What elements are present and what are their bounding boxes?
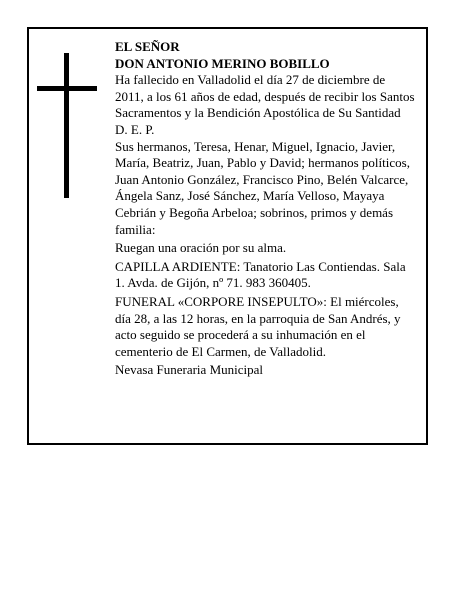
cross-vertical-bar — [64, 53, 69, 198]
prayer-request: Ruegan una oración por su alma. — [115, 240, 287, 256]
title-line-1: EL SEÑOR — [115, 39, 180, 54]
funeral-home: Nevasa Funeraria Municipal — [115, 362, 264, 378]
chapel-info: CAPILLA ARDIENTE: Tanatorio Las Contiendas. Sala 1. Avda. de Gijón, nº 71. 983 360405. — [115, 258, 406, 291]
death-announcement: Ha fallecido en Valladolid el día 27 de diciembre de 2011, a los 61 años de edad, después de recibir los Santos Sacramentos y la Bendición Apostólica de Su Santidad — [115, 72, 415, 121]
funeral-info: FUNERAL «CORPORE INSEPULTO»: El miércoles, día 28, a las 12 horas, en la parroquia de San Andrés, y acto seguido se procederá a su inhumación en el cementerio de El Carmen, de Valladolid. — [115, 293, 401, 359]
family-list: Sus hermanos, Teresa, Henar, Miguel, Ignacio, Javier, María, Beatriz, Juan, Pablo y David; hermanos políticos, Juan Antonio González, Francisco Pino, Belén Valcarce, Ángela Sanz, José Sánchez, María Velloso, Mayaya Cebrián y Begoña Arbeloa; sobrinos, primos y demás familia: — [115, 138, 410, 237]
rest-in-peace: D. E. P. — [115, 121, 155, 137]
deceased-name: DON ANTONIO MERINO BOBILLO — [115, 55, 330, 71]
cross-horizontal-bar — [37, 86, 97, 91]
latin-cross-icon — [37, 53, 97, 198]
obituary-text — [115, 39, 415, 379]
